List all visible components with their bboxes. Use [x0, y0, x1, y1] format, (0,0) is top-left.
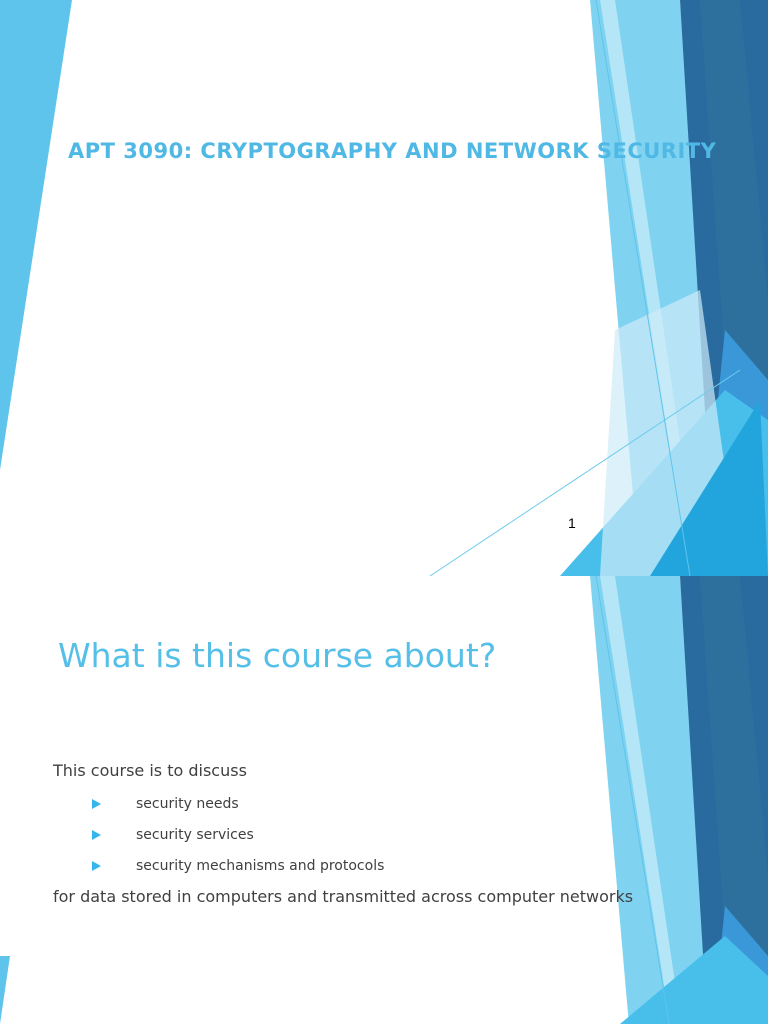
triangle-bullet-icon: [92, 799, 101, 809]
bullet-text: security services: [136, 827, 254, 843]
bullet-text: security needs: [136, 796, 239, 812]
bullet-text: security mechanisms and protocols: [136, 858, 385, 874]
triangle-bullet-icon: [92, 861, 101, 871]
slide-title: APT 3090: CRYPTOGRAPHY AND NETWORK SECURITY: [68, 139, 717, 163]
slide-2: [0, 576, 768, 1024]
intro-text: This course is to discuss: [53, 761, 247, 780]
slide-title: What is this course about?: [58, 636, 497, 675]
outro-text: for data stored in computers and transmitted across computer networks: [53, 887, 634, 906]
page-number: 1: [568, 515, 576, 531]
triangle-bullet-icon: [92, 830, 101, 840]
